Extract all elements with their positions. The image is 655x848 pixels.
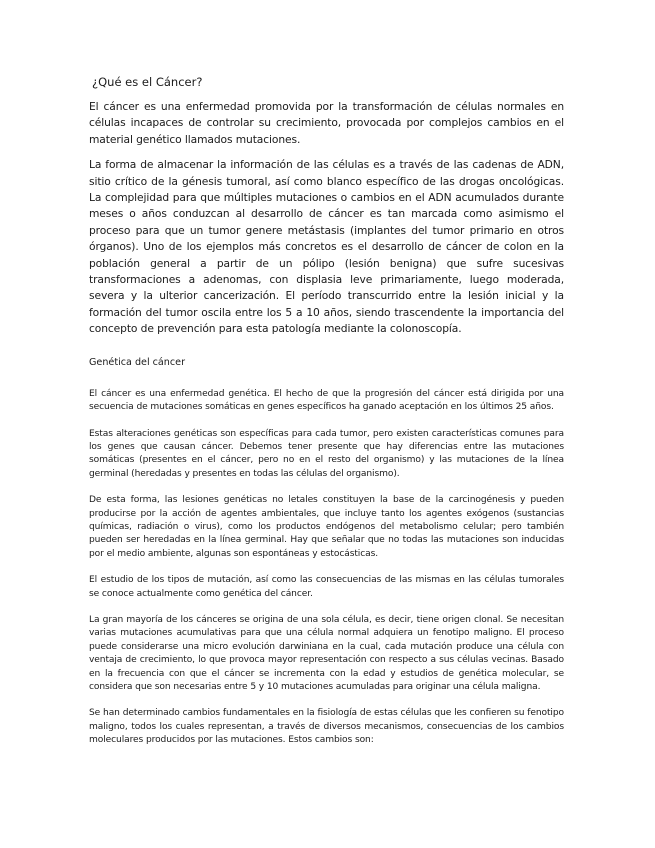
section-paragraph-4: El estudio de los tipos de mutación, así como las consecuencias de las mismas en las células tumorales se conoce actualmente como genética del cáncer. (89, 575, 564, 599)
section-heading: Genética del cáncer (89, 356, 186, 368)
section-paragraph-5: La gran mayoría de los cánceres se origina de una sola célula, es decir, tiene origen clonal. Se necesitan varias mutaciones acumulativas para que una célula normal adquiera un fenotipo maligno. El proceso puede considerarse una micro evolución darwiniana en la cual, cada mutación produce una célula con ventaja de crecimiento, lo que provoca mayor representación con respecto a sus células vecinas. Basado en la frecuencia con que el cáncer se incrementa con la edad y estudios de genética molecular, se considera que son necesarias entre 5 y 10 mutaciones acumuladas para originar una célula maligna. (89, 614, 564, 692)
section-paragraph-3: De esta forma, las lesiones genéticas no letales constituyen la base de la carcinogénesis y pueden producirse por la acción de agentes ambientales, que incluye tanto los agentes exógenos (sustancias químicas, radiación o virus), como los productos endógenos del metabolismo celular; pero también pueden ser heredadas en la línea germinal. Hay que señalar que no todas las mutaciones son inducidas por el medio ambiente, algunas son espontáneas y estocásticas. (89, 495, 564, 559)
intro-paragraph-2: La forma de almacenar la información de las células es a través de las cadenas de ADN, sitio crítico de la génesis tumoral, así como blanco específico de las drogas oncológicas. La complejidad para que múltiples mutaciones o cambios en el ADN acumulados durante meses o años conduzcan al desarrollo de cáncer es tan marcada como asimismo el proceso para que un tumor genere metástasis (implantes del tumor primario en otros órganos). Uno de los ejemplos más concretos es el desarrollo de cáncer de colon en la población general a partir de un pólipo (lesión benigna) que sufre sucesivas transformaciones a adenomas, con displasia leve primariamente, luego moderada, severa y la ulterior cancerización. El período transcurrido entre la lesión inicial y la formación del tumor oscila entre los 5 a 10 años, siendo trascendente la importancia del concepto de prevención para esta patología mediante la colonoscopía. (89, 158, 564, 336)
document-page (89, 74, 564, 761)
intro-paragraph-1: El cáncer es una enfermedad promovida por la transformación de células normales en células incapaces de controlar su crecimiento, provocada por complejos cambios en el material genético llamados mutaciones. (89, 100, 564, 146)
section-paragraph-6: Se han determinado cambios fundamentales en la fisiología de estas células que les confieren su fenotipo maligno, todos los cuales representan, a través de diversos mecanismos, consecuencias de los cambios moleculares producidos por las mutaciones. Estos cambios son: (89, 708, 564, 746)
section-paragraph-1: El cáncer es una enfermedad genética. El hecho de que la progresión del cáncer está dirigida por una secuencia de mutaciones somáticas en genes específicos ha ganado aceptación en los últimos 25 años. (89, 388, 564, 413)
section-paragraph-2: Estas alteraciones genéticas son específicas para cada tumor, pero existen características comunes para los genes que causan cáncer. Debemos tener presente que hay diferencias entre las mutaciones somáticas (presentes en el cáncer, pero no en el resto del organismo) y las mutaciones de la línea germinal (heredadas y presentes en todas las células del organismo). (89, 428, 564, 479)
page-title: ¿Qué es el Cáncer? (92, 75, 203, 89)
